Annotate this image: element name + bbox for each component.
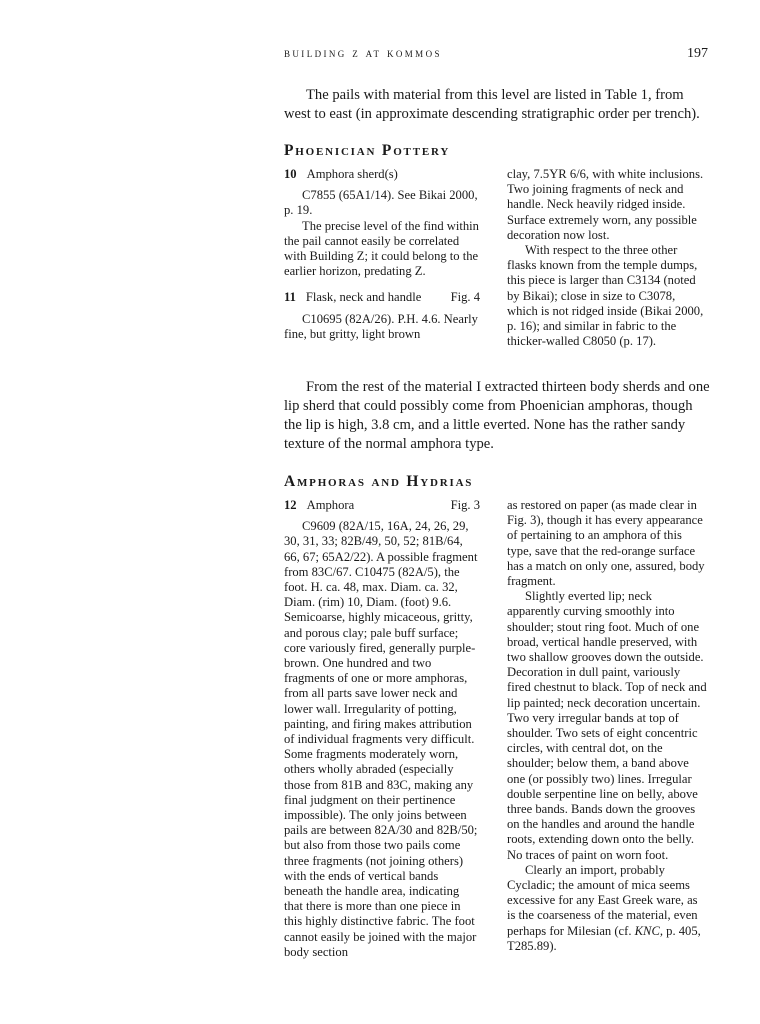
entry-10-catalog: C7855 (65A1/14). See Bikai 2000, p. 19.	[284, 188, 478, 218]
entry-10-number: 10	[284, 167, 297, 181]
section-heading-phoenician-pottery: Phoenician Pottery	[284, 142, 451, 159]
entry-10-header	[284, 167, 480, 182]
running-head	[284, 46, 708, 62]
phoenician-left-column	[284, 167, 480, 342]
phoenician-right-column	[507, 167, 707, 349]
section-heading-amphoras-hydrias: Amphoras and Hydrias	[284, 473, 474, 490]
amphoras-left-column	[284, 498, 480, 960]
entry-12-attribution	[507, 863, 707, 954]
entry-12-catalog: C9609 (82A/15, 16A, 24, 26, 29, 30, 31, 33; 82B/49, 50, 52; 81B/64, 66, 67; 65A2/22). A possible fragment from 83C/67. C10475 (82A/5), the foot. H. ca. 48, max. Diam. ca. 32, Diam. (rim) 10, Diam. (foot) 9.6. Semicoarse, highly micaceous, gritty, and porous clay; pale buff surface; core variously fired, generally purple-brown. One hundred and two fragments of one or more amphoras, from all parts save lower neck and lower wall. Irregularity of potting, painting, and firing makes attribution of individual fragments very difficult. Some fragments moderately worn, others wholly abraded (especially those from 81B and 83C, making any final judgment on their pertinence impossible). The only joins between pails are between 82A/30 and 82B/50; but also from those two pails come three fragments (not joining others) with the ends of vertical bands beneath the handle area, indicating that there is more than one piece in this highly distinctive fabric. The foot cannot easily be joined with the major body section	[284, 519, 478, 959]
phoenician-closing-paragraph: From the rest of the material I extracted thirteen body sherds and one lip sherd that could possibly come from Phoenician amphoras, though the lip is high, 3.8 cm, and a little everted. None has the rather sandy texture of the normal amphora type.	[284, 379, 710, 452]
running-title: building z at kommos	[284, 46, 442, 60]
entry-12-number: 12	[284, 498, 297, 512]
entry-12-attribution-text: Clearly an import, probably Cycladic; the amount of mica seems excessive for any East Greek ware, as is the coarseness of the material, even perhaps for Milesian (cf.	[507, 862, 698, 938]
entry-12-description: Slightly everted lip; neck apparently curving smoothly into shoulder; stout ring foot. Much of one broad, vertical handle preserved, with two shallow grooves down the outside. Decoration in dull paint, variously fired chestnut to black. Top of neck and lip painted; neck decoration uncertain. Two very irregular bands at top of shoulder. Two sets of eight concentric circles, with central dot, on the shoulder; below them, a band above one (or possibly two) lines. Irregular double serpentine line on belly, above three bands. Bands down the grooves on the handles and around the handle roots, extending down onto the belly. No traces of paint on worn foot.	[507, 589, 707, 862]
entry-11-description: clay, 7.5YR 6/6, with white inclusions. Two joining fragments of neck and handle. Neck heavily ridged inside. Surface extremely worn, any possible decoration now lost.	[507, 167, 704, 242]
entry-12-name: Amphora	[306, 498, 355, 512]
entry-11-comparison: With respect to the three other flasks known from the temple dumps, this piece is larger than C3134 (noted by Bikai); close in size to C3078, which is not ridged inside (Bikai 2000, p. 16); and similar in fabric to the thicker-walled C8050 (p. 17).	[507, 243, 704, 349]
entry-12-restoration: as restored on paper (as made clear in Fig. 3), though it has every appearance of pertaining to an amphora of this type, save that the red-orange surface has a match on only one, assured, body fragment.	[507, 498, 705, 589]
knc-citation: KNC,	[634, 923, 664, 938]
entry-11-name: Flask, neck and handle	[305, 290, 422, 305]
intro-paragraph: The pails with material from this level are listed in Table 1, from west to east (in approximate descending stratigraphic order per trench).	[284, 87, 700, 122]
entry-12-header	[284, 498, 480, 513]
entry-12-attribution-end: p. 405, T285.89).	[507, 923, 701, 953]
page-number: 197	[687, 46, 708, 61]
entry-12-figure-ref: Fig. 3	[450, 498, 480, 512]
entry-11-catalog: C10695 (82A/26). P.H. 4.6. Nearly fine, but gritty, light brown	[284, 311, 478, 341]
entry-11-number: 11	[284, 290, 296, 305]
entry-11-figure-ref: Fig. 4	[450, 290, 480, 305]
entry-11-header	[284, 290, 480, 305]
entry-10-name: Amphora sherd(s)	[306, 167, 398, 181]
entry-10-note: The precise level of the find within the pail cannot easily be correlated with Building Z; it could belong to the earlier horizon, predating Z.	[284, 218, 479, 279]
amphoras-right-column	[507, 498, 707, 954]
